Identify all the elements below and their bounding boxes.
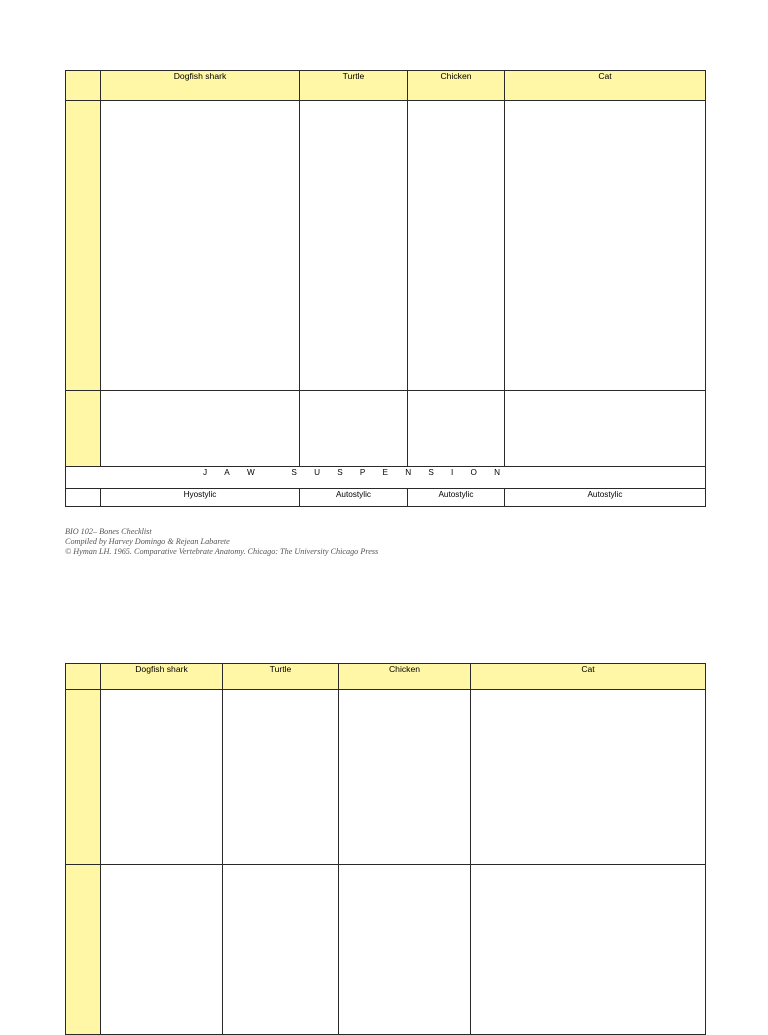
vertebral-turtle-cell — [223, 690, 339, 865]
corner-cell — [66, 71, 101, 101]
type-cat: Autostylic — [505, 489, 706, 507]
jaw-suspension-banner — [66, 467, 706, 489]
girdle-dogfish-cell — [101, 865, 223, 1035]
header-chicken: Chicken — [339, 664, 471, 690]
banner-letter: N — [494, 468, 500, 477]
banner-letter: U — [314, 468, 320, 477]
footer-line: Compiled by Harvey Domingo & Rejean Labarete — [65, 537, 230, 546]
vertebral-girdle-table — [65, 663, 706, 1035]
header-cat: Cat — [505, 71, 706, 101]
vertebral-chicken-cell — [339, 690, 471, 865]
banner-letter: N — [405, 468, 412, 477]
header-dogfish: Dogfish shark — [101, 664, 223, 690]
banner-letter: A — [224, 468, 230, 477]
jaw-cat-cell — [505, 391, 706, 467]
banner-letter: J — [203, 468, 208, 477]
citation-footer — [65, 527, 378, 557]
cranium-side-label-cell — [66, 101, 101, 391]
vertebral-side-label-cell — [66, 690, 101, 865]
footer-line: © Hyman LH. 1965. Comparative Vertebrate Anatomy. Chicago: The University Chicago Press — [65, 547, 379, 556]
header-turtle: Turtle — [223, 664, 339, 690]
cranium-dogfish-cell — [101, 101, 300, 391]
banner-letter: S — [337, 468, 343, 477]
type-row-corner — [66, 489, 101, 507]
type-turtle: Autostylic — [300, 489, 408, 507]
banner-letter: O — [470, 468, 477, 477]
footer-line: BIO 102– Bones Checklist — [65, 527, 152, 536]
header-cat: Cat — [471, 664, 706, 690]
banner-letter: E — [382, 468, 388, 477]
jaw-chicken-cell — [408, 391, 505, 467]
girdle-chicken-cell — [339, 865, 471, 1035]
banner-letter: W — [246, 468, 255, 477]
header-dogfish: Dogfish shark — [101, 71, 300, 101]
girdle-cat-cell — [471, 865, 706, 1035]
banner-letter: P — [359, 468, 366, 477]
header-chicken: Chicken — [408, 71, 505, 101]
jaw-dogfish-cell — [101, 391, 300, 467]
girdle-turtle-cell — [223, 865, 339, 1035]
vertebral-cat-cell — [471, 690, 706, 865]
banner-gap — [272, 467, 274, 479]
jaw-side-label-cell — [66, 391, 101, 467]
cranium-jaw-table — [65, 70, 706, 507]
banner-letter: I — [451, 468, 454, 477]
cranium-cat-cell — [505, 101, 706, 391]
jaw-suspension-letters — [66, 467, 705, 479]
type-chicken: Autostylic — [408, 489, 505, 507]
vertebral-dogfish-cell — [101, 690, 223, 865]
girdle-side-label-cell — [66, 865, 101, 1035]
jaw-turtle-cell — [300, 391, 408, 467]
cranium-turtle-cell — [300, 101, 408, 391]
banner-letter: S — [428, 468, 434, 477]
cranium-chicken-cell — [408, 101, 505, 391]
banner-letter: S — [291, 468, 297, 477]
type-dogfish: Hyostylic — [101, 489, 300, 507]
header-turtle: Turtle — [300, 71, 408, 101]
corner-cell — [66, 664, 101, 690]
